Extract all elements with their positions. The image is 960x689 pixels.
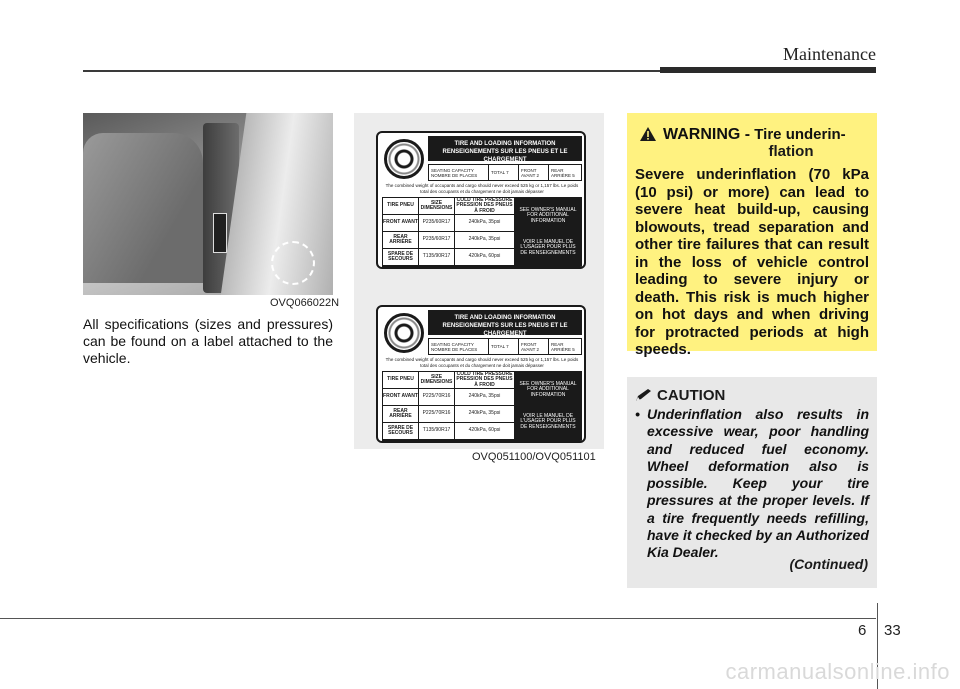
page-number: 33 <box>884 622 901 639</box>
tire-icon <box>384 139 424 179</box>
load-note: The combined weight of occupants and cargo should never exceed 525 kg or 1,157 lbs. Le poids total des occupants et du chargement ne doit jamais dépasser <box>385 357 579 368</box>
continued-label: (Continued) <box>789 556 868 572</box>
tire-placard-1 <box>376 131 586 269</box>
photo-caption: OVQ066022N <box>270 297 340 309</box>
load-note: The combined weight of occupants and cargo should never exceed 525 kg or 1,157 lbs. Le poids total des occupants et du chargement ne doit jamais dépasser <box>385 183 579 194</box>
seating-capacity: SEATING CAPACITY NOMBRE DE PLACES TOTAL 7 FRONT AVANT 2 REAR ARRIÈRE 5 <box>428 338 582 355</box>
warning-box <box>627 113 877 358</box>
caution-paragraph: Underinflation also results in excessive wear, poor handling and reduced fuel economy. Wheel deformation also is possible. Keep your tire pressures at the proper levels. If a tire frequently needs refilling, have it checked by an Authorized Kia Dealer. <box>647 406 869 561</box>
highlight-circle <box>271 241 315 285</box>
placard-header: TIRE AND LOADING INFORMATION RENSEIGNEMENTS SUR LES PNEUS ET LE CHARGEMENT <box>428 136 582 161</box>
header-bar <box>660 67 876 73</box>
tire-table: TIRE PNEU SIZE DIMENSIONS COLD TIRE PRESSURE PRESSION DES PNEUS À FROID SEE OWNER'S MANUAL FOR ADDITIONAL INFORMATION VOIR LE MANUEL DE L'USAGER POUR PLUS DE RENSEIGNEMENTS FRONT AVANT P235/60R17 240kPa, 35psi REAR ARRIÈRE P235/60R17 240kPa, 35psi SPARE DE SECOURS T135/90R17 420kPa, 60psi <box>382 197 582 267</box>
caution-text <box>635 406 869 562</box>
placard-area <box>354 113 604 449</box>
tire-label-sticker <box>213 213 227 253</box>
vehicle-photo <box>83 113 333 295</box>
body-text: All specifications (sizes and pressures) can be found on a label attached to the vehicle. <box>83 316 333 366</box>
watermark: carmanualsonline.info <box>725 659 950 684</box>
warning-icon <box>639 126 657 142</box>
header-rule <box>83 70 660 72</box>
section-title: Maintenance <box>783 44 876 64</box>
caution-box <box>627 377 877 588</box>
caution-icon <box>635 388 653 402</box>
placard-caption: OVQ051100/OVQ051101 <box>472 451 596 463</box>
footer-rule <box>0 618 876 619</box>
tire-icon <box>384 313 424 353</box>
placard-header: TIRE AND LOADING INFORMATION RENSEIGNEMENTS SUR LES PNEUS ET LE CHARGEMENT <box>428 310 582 335</box>
warning-text: Severe underinflation (70 kPa (10 psi) or more) can lead to severe heat build-up, causing blowouts, tread separation and other tire failures that can result in the loss of vehicle control leading to severe injury or death. This risk is much higher on hot days and when driving for protracted periods at high speeds. <box>635 166 869 358</box>
chapter-number: 6 <box>858 622 867 639</box>
caution-title: CAUTION <box>657 387 726 404</box>
tire-placard-2 <box>376 305 586 443</box>
warning-title-cont: flation <box>768 143 814 160</box>
seat-shape <box>83 133 203 283</box>
bullet: • <box>635 406 640 422</box>
seating-capacity: SEATING CAPACITY NOMBRE DE PLACES TOTAL 7 FRONT AVANT 2 REAR ARRIÈRE 5 <box>428 164 582 181</box>
tire-table: TIRE PNEU SIZE DIMENSIONS COLD TIRE PRESSURE PRESSION DES PNEUS À FROID SEE OWNER'S MANUAL FOR ADDITIONAL INFORMATION VOIR LE MANUEL DE L'USAGER POUR PLUS DE RENSEIGNEMENTS FRONT AVANT P225/70R16 240kPa, 35psi REAR ARRIÈRE P225/70R16 240kPa, 35psi SPARE DE SECOURS T135/90R17 420kPa, 60psi <box>382 371 582 441</box>
warning-title: WARNING - Tire underin- <box>663 126 846 143</box>
